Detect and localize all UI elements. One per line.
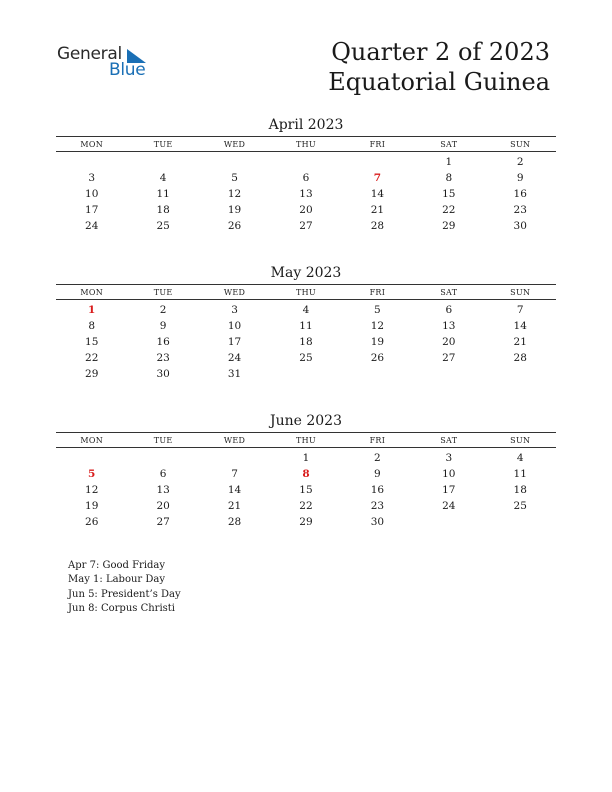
day-cell: 15: [299, 484, 313, 496]
week-row: [56, 466, 556, 482]
day-cell: 21: [227, 500, 242, 512]
day-cell: 22: [442, 204, 456, 216]
day-cell: 30: [156, 368, 170, 380]
day-cell: 8: [445, 172, 453, 184]
day-cell: 18: [299, 336, 313, 348]
month-calendar: [56, 411, 556, 530]
day-cell: 28: [227, 516, 242, 528]
week-row: [56, 450, 556, 466]
day-cell: 21: [513, 336, 527, 348]
day-cell: 27: [299, 220, 313, 232]
logo-word-general: General: [57, 44, 122, 64]
week-row: [56, 186, 556, 202]
day-cell: 16: [370, 484, 385, 496]
day-cell: 19: [85, 500, 99, 512]
day-cell: 28: [370, 220, 385, 232]
day-cell: 26: [370, 352, 385, 364]
day-cell: 22: [85, 352, 99, 364]
day-cell: 11: [513, 468, 527, 480]
day-cell: 22: [299, 500, 313, 512]
day-cell: 29: [299, 516, 313, 528]
weekday-label: WED: [223, 287, 246, 297]
page-title: Quarter 2 of 2023: [331, 38, 550, 66]
day-cell: 14: [513, 320, 527, 332]
day-cell: 14: [227, 484, 242, 496]
day-cell: 4: [302, 304, 310, 316]
day-cell: 19: [227, 204, 242, 216]
day-cell: 25: [513, 500, 527, 512]
day-cell: 26: [85, 516, 99, 528]
day-cell: 23: [513, 204, 527, 216]
day-cell: 28: [513, 352, 527, 364]
weekday-header-row: [56, 136, 556, 152]
week-row: [56, 218, 556, 234]
logo-word-blue: Blue: [109, 60, 146, 80]
week-row: [56, 318, 556, 334]
day-cell: 24: [85, 220, 99, 232]
day-cell: 17: [85, 204, 99, 216]
day-cell: 20: [442, 336, 456, 348]
holiday-notes: [68, 559, 181, 616]
day-cell: 9: [374, 468, 381, 480]
day-cell: 6: [159, 468, 167, 480]
day-cell: 27: [156, 516, 170, 528]
day-cell: 4: [159, 172, 167, 184]
weekday-label: TUE: [153, 435, 173, 445]
day-cell: 23: [156, 352, 170, 364]
day-cell: 15: [442, 188, 456, 200]
day-cell: 15: [85, 336, 99, 348]
week-row: [56, 350, 556, 366]
weekday-label: SUN: [510, 435, 531, 445]
day-cell: 2: [516, 156, 524, 168]
weekday-label: THU: [295, 287, 316, 297]
weekday-label: FRI: [369, 139, 386, 149]
weekday-label: SAT: [440, 139, 458, 149]
day-cell: 10: [85, 188, 99, 200]
holiday-note: Apr 7: Good Friday: [68, 560, 166, 571]
day-cell: 16: [156, 336, 170, 348]
day-cell: 29: [85, 368, 99, 380]
day-cell: 17: [227, 336, 242, 348]
day-cell: 29: [442, 220, 456, 232]
weekday-label: WED: [223, 139, 246, 149]
day-cell: 3: [445, 452, 453, 464]
holiday-day-cell: 8: [302, 468, 310, 480]
day-cell: 19: [370, 336, 385, 348]
day-cell: 16: [513, 188, 527, 200]
weekday-label: TUE: [153, 139, 173, 149]
day-cell: 26: [227, 220, 242, 232]
logo: [57, 44, 157, 84]
weekday-header-row: [56, 432, 556, 448]
weekday-header-row: [56, 284, 556, 300]
day-cell: 13: [442, 320, 456, 332]
holiday-day-cell: 7: [373, 172, 382, 184]
week-row: [56, 170, 556, 186]
day-cell: 18: [156, 204, 170, 216]
day-cell: 8: [88, 320, 96, 332]
weekday-label: MON: [80, 287, 104, 297]
day-cell: 4: [516, 452, 524, 464]
weekday-label: SAT: [440, 435, 458, 445]
day-cell: 12: [85, 484, 99, 496]
day-cell: 2: [374, 452, 381, 464]
day-cell: 7: [231, 468, 238, 480]
weekday-label: THU: [295, 435, 316, 445]
weekday-label: FRI: [369, 287, 386, 297]
holiday-note: May 1: Labour Day: [68, 574, 165, 586]
day-cell: 7: [516, 304, 524, 316]
week-row: [56, 302, 556, 318]
day-cell: 11: [299, 320, 313, 332]
week-row: [56, 514, 556, 530]
week-row: [56, 498, 556, 514]
day-cell: 20: [299, 204, 313, 216]
day-cell: 9: [516, 172, 524, 184]
day-cell: 6: [445, 304, 453, 316]
day-cell: 27: [442, 352, 456, 364]
day-cell: 13: [156, 484, 170, 496]
day-cell: 3: [88, 172, 96, 184]
day-cell: 3: [231, 304, 238, 316]
day-cell: 31: [227, 368, 242, 380]
day-cell: 18: [513, 484, 527, 496]
day-cell: 10: [227, 320, 242, 332]
day-cell: 20: [156, 500, 170, 512]
day-cell: 30: [513, 220, 527, 232]
week-row: [56, 202, 556, 218]
week-row: [56, 334, 556, 350]
day-cell: 17: [442, 484, 456, 496]
day-cell: 9: [159, 320, 167, 332]
day-cell: 25: [299, 352, 313, 364]
weekday-label: WED: [223, 435, 246, 445]
month-title: June 2023: [269, 413, 342, 429]
weekday-label: SAT: [440, 287, 458, 297]
weekday-label: MON: [80, 139, 104, 149]
week-row: [56, 154, 556, 170]
page-subtitle-country: Equatorial Guinea: [328, 68, 550, 96]
weekday-label: TUE: [153, 287, 173, 297]
day-cell: 1: [445, 156, 453, 168]
month-title: May 2023: [270, 265, 342, 281]
weekday-label: SUN: [510, 139, 531, 149]
month-title: April 2023: [268, 117, 344, 133]
day-cell: 10: [442, 468, 456, 480]
month-calendar: [56, 115, 556, 234]
day-cell: 1: [302, 452, 310, 464]
day-cell: 24: [442, 500, 456, 512]
day-cell: 24: [227, 352, 242, 364]
holiday-day-cell: 5: [88, 468, 96, 480]
weekday-label: SUN: [510, 287, 531, 297]
holiday-day-cell: 1: [88, 304, 96, 316]
weekday-label: MON: [80, 435, 104, 445]
day-cell: 2: [159, 304, 167, 316]
day-cell: 13: [299, 188, 313, 200]
day-cell: 5: [374, 304, 381, 316]
day-cell: 5: [231, 172, 238, 184]
day-cell: 11: [156, 188, 170, 200]
day-cell: 12: [370, 320, 385, 332]
week-row: [56, 482, 556, 498]
day-cell: 6: [302, 172, 310, 184]
weekday-label: THU: [295, 139, 316, 149]
holiday-note: Jun 5: President’s Day: [68, 588, 181, 600]
month-calendar: [56, 263, 556, 382]
day-cell: 23: [370, 500, 385, 512]
week-row: [56, 366, 556, 382]
weekday-label: FRI: [369, 435, 386, 445]
day-cell: 14: [370, 188, 385, 200]
day-cell: 25: [156, 220, 170, 232]
holiday-note: Jun 8: Corpus Christi: [68, 602, 176, 614]
day-cell: 12: [227, 188, 242, 200]
day-cell: 21: [370, 204, 385, 216]
day-cell: 30: [370, 516, 385, 528]
